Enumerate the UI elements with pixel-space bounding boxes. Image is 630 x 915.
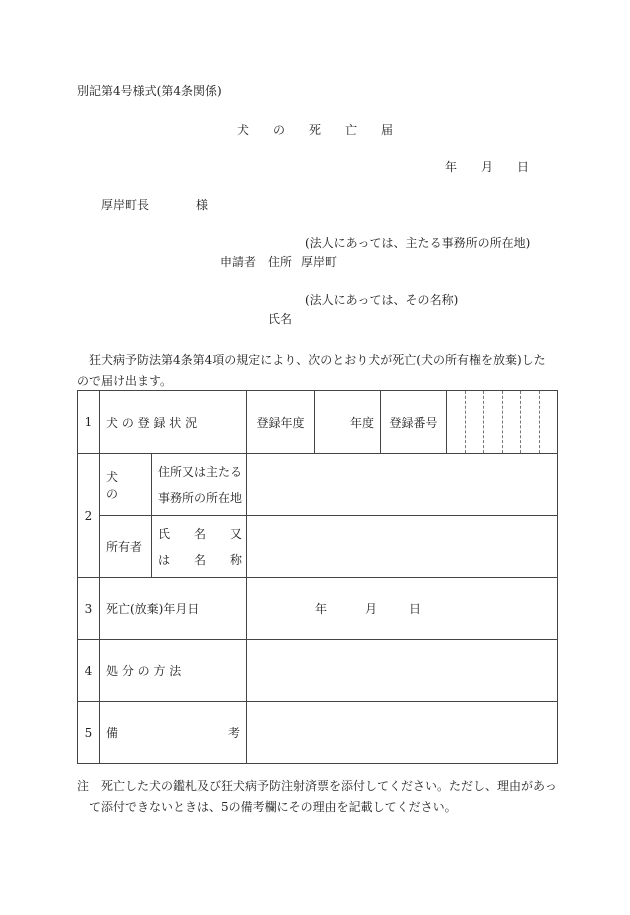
intro-text: 狂犬病予防法第4条第4項の規定により、次のとおり犬が死亡(犬の所有権を放棄)したので届け出ます。 bbox=[77, 353, 546, 388]
row-number: 2 bbox=[78, 454, 100, 578]
table-row bbox=[78, 640, 558, 702]
owner-label-bottom: 所有者 bbox=[100, 516, 152, 578]
registration-number-label: 登録番号 bbox=[381, 391, 447, 454]
owner-name-field[interactable] bbox=[247, 516, 558, 578]
registration-year-label: 登録年度 bbox=[247, 391, 315, 454]
disposal-method-label: 処 分 の 方 法 bbox=[100, 640, 247, 702]
title-char: 死 bbox=[309, 123, 322, 137]
digit-box[interactable] bbox=[447, 391, 465, 453]
title-char: 亡 bbox=[345, 123, 358, 137]
name-label: 氏名 bbox=[268, 312, 293, 326]
death-date-label: 死亡(放棄)年月日 bbox=[100, 578, 247, 640]
title-char: 届 bbox=[381, 123, 394, 137]
title-char: の bbox=[273, 123, 286, 137]
row-number: 3 bbox=[78, 578, 100, 640]
address-label: 住所 bbox=[268, 255, 293, 269]
table-row bbox=[78, 702, 558, 764]
table-row bbox=[78, 578, 558, 640]
row-number: 5 bbox=[78, 702, 100, 764]
table-row bbox=[78, 454, 558, 516]
table-row bbox=[78, 391, 558, 454]
address-note: (法人にあっては、主たる事務所の所在地) bbox=[305, 236, 531, 250]
death-date-month: 月 bbox=[365, 602, 378, 616]
remarks-label: 備 考 bbox=[100, 702, 247, 764]
form-title bbox=[237, 124, 401, 136]
digit-box[interactable] bbox=[502, 391, 521, 453]
footnote-line: て添付できないときは、5の備考欄にその理由を記載してください。 bbox=[89, 800, 457, 814]
death-date-year: 年 bbox=[315, 602, 328, 616]
addressee-honorific: 様 bbox=[196, 198, 209, 212]
death-report-table bbox=[77, 390, 558, 764]
registration-status-label: 犬 の 登 録 状 況 bbox=[100, 391, 247, 454]
digit-box[interactable] bbox=[483, 391, 502, 453]
footnote bbox=[77, 776, 557, 818]
date-year[interactable]: 年 bbox=[445, 160, 458, 174]
owner-address-field[interactable] bbox=[247, 454, 558, 516]
intro-paragraph bbox=[77, 350, 557, 392]
registration-year-field[interactable]: 年度 bbox=[315, 391, 381, 454]
row-number: 1 bbox=[78, 391, 100, 454]
submission-date bbox=[445, 161, 529, 173]
digit-box[interactable] bbox=[539, 391, 558, 453]
form-reference: 別記第4号様式(第4条関係) bbox=[77, 84, 222, 98]
table-row bbox=[78, 516, 558, 578]
owner-label-top: 犬 の bbox=[100, 454, 152, 516]
digit-box[interactable] bbox=[520, 391, 539, 453]
death-date-field[interactable] bbox=[247, 578, 558, 640]
date-day[interactable]: 日 bbox=[517, 160, 530, 174]
owner-address-label: 住所又は主たる 事務所の所在地 bbox=[152, 454, 247, 516]
digit-box[interactable] bbox=[465, 391, 484, 453]
addressee-name: 厚岸町長 bbox=[101, 198, 150, 212]
date-month[interactable]: 月 bbox=[481, 160, 494, 174]
death-date-day: 日 bbox=[409, 602, 422, 616]
applicant-label: 申請者 bbox=[220, 255, 257, 269]
disposal-method-field[interactable] bbox=[247, 640, 558, 702]
registration-number-field[interactable] bbox=[447, 391, 558, 454]
row-number: 4 bbox=[78, 640, 100, 702]
remarks-field[interactable] bbox=[247, 702, 558, 764]
title-char: 犬 bbox=[237, 123, 250, 137]
owner-name-label: 氏 名 又 は 名 称 bbox=[152, 516, 247, 578]
footnote-line: 注 死亡した犬の鑑札及び狂犬病予防注射済票を添付してください。ただし、理由があっ bbox=[77, 779, 557, 793]
name-note: (法人にあっては、その名称) bbox=[305, 293, 459, 307]
address-value[interactable]: 厚岸町 bbox=[301, 255, 338, 269]
